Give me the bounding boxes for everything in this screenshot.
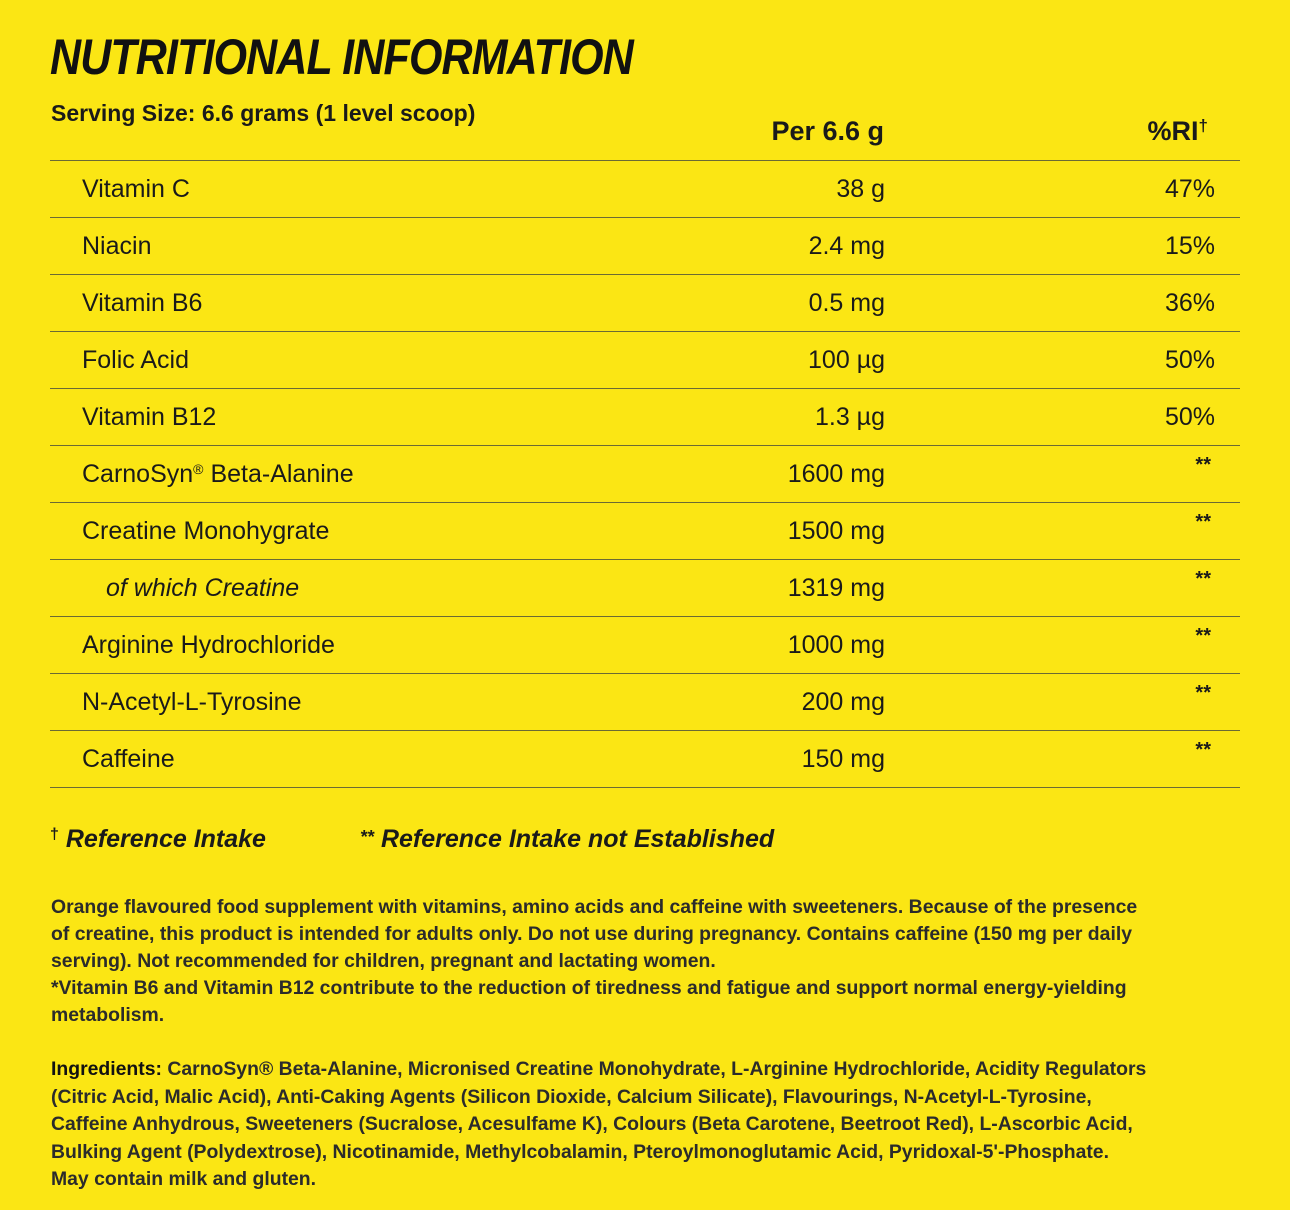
nutrition-table xyxy=(50,160,1240,788)
serving-size: Serving Size: 6.6 grams (1 level scoop) xyxy=(51,100,476,126)
table-row xyxy=(50,560,1240,617)
product-description: Orange flavoured food supplement with vitamins, amino acids and caffeine with sweeteners. Because of the presence of creatine, this product is intended for adults only. Do not use during pregnancy. Contains caffeine (150 mg per daily serving). Not recommended for children, pregnant and lactating women. *Vitamin B6 and Vitamin B12 contribute to the reduction of tiredness and fatigue and support normal energy-yielding metabolism. xyxy=(51,896,1138,1026)
page-title: NUTRITIONAL INFORMATION xyxy=(50,29,633,85)
row-amount: 1000 mg xyxy=(787,631,885,659)
row-name: Vitamin C xyxy=(82,175,190,203)
row-name: N-Acetyl-L-Tyrosine xyxy=(82,688,302,716)
table-row xyxy=(50,731,1240,788)
row-ri: 50% xyxy=(1164,403,1215,431)
row-ri: ** xyxy=(1195,625,1211,647)
row-ri: ** xyxy=(1195,739,1211,761)
row-amount: 100 µg xyxy=(808,346,885,374)
row-ri: ** xyxy=(1195,568,1211,590)
table-row xyxy=(50,617,1240,674)
reference-intake-note xyxy=(50,825,266,853)
ri-dagger-mark: † xyxy=(1198,116,1208,135)
footnotes xyxy=(50,825,775,854)
ingredients-paragraph xyxy=(51,1056,1246,1194)
table-row xyxy=(50,503,1240,560)
row-name-rest: Beta-Alanine xyxy=(203,460,354,488)
per-serving-header: Per 6.6 g xyxy=(771,116,884,146)
row-ri: 15% xyxy=(1164,232,1215,260)
registered-mark: ® xyxy=(193,461,204,477)
ingredients-text: CarnoSyn® Beta-Alanine, Micronised Creatine Monohydrate, L-Arginine Hydrochloride, Acidity Regulators (Citric Acid, Malic Acid), Anti-Caking Agents (Silicon Dioxide, Calcium Silicate), Flavourings, N-Acetyl-L-Tyrosine, Caffeine Anhydrous, Sweeteners (Sucralose, Acesulfame K), Colours (Beta Carotene, Beetroot Red), L-Ascorbic Acid, Bulking Agent (Polydextrose), Nicotinamide, Methylcobalamin, Pteroylmonoglutamic Acid, Pyridoxal-5'-Phosphate. May contain milk and gluten. xyxy=(51,1058,1147,1190)
row-name-brand: CarnoSyn xyxy=(82,460,194,488)
row-amount: 38 g xyxy=(836,175,885,203)
row-name: Vitamin B6 xyxy=(82,289,203,317)
table-row xyxy=(50,446,1240,503)
row-amount: 150 mg xyxy=(801,745,885,773)
ri-header-label: %RI xyxy=(1147,116,1199,146)
table-row xyxy=(50,275,1240,332)
row-name: Caffeine xyxy=(82,745,175,773)
row-amount: 1.3 µg xyxy=(814,403,885,431)
row-name: Niacin xyxy=(82,232,152,260)
row-amount: 200 mg xyxy=(801,688,885,716)
not-established-text: Reference Intake not Established xyxy=(380,825,775,853)
row-name: Vitamin B12 xyxy=(82,403,217,431)
dagger-mark: † xyxy=(50,826,59,843)
row-ri: 50% xyxy=(1164,346,1215,374)
row-amount: 1319 mg xyxy=(787,574,885,602)
row-ri: ** xyxy=(1195,682,1211,704)
row-ri: ** xyxy=(1195,511,1211,533)
row-amount: 0.5 mg xyxy=(808,289,885,317)
row-name xyxy=(82,460,354,489)
table-row xyxy=(50,218,1240,275)
not-established-note xyxy=(360,825,774,854)
row-ri: 36% xyxy=(1164,289,1215,317)
reference-intake-text: Reference Intake xyxy=(65,825,266,853)
table-row xyxy=(50,332,1240,389)
ri-header xyxy=(1148,116,1208,147)
row-ri: ** xyxy=(1195,454,1211,476)
ingredients-label: Ingredients: xyxy=(51,1058,162,1080)
row-name: Creatine Monohygrate xyxy=(82,517,330,545)
row-name: Folic Acid xyxy=(82,346,189,374)
row-ri: 47% xyxy=(1164,175,1215,203)
row-amount: 1500 mg xyxy=(787,517,885,545)
row-name: of which Creatine xyxy=(106,574,300,602)
row-amount: 2.4 mg xyxy=(808,232,885,260)
table-row xyxy=(50,674,1240,731)
row-name: Arginine Hydrochloride xyxy=(82,631,335,659)
row-amount: 1600 mg xyxy=(787,460,885,488)
table-row xyxy=(50,161,1240,218)
double-asterisk-mark: ** xyxy=(360,827,375,847)
table-row xyxy=(50,389,1240,446)
